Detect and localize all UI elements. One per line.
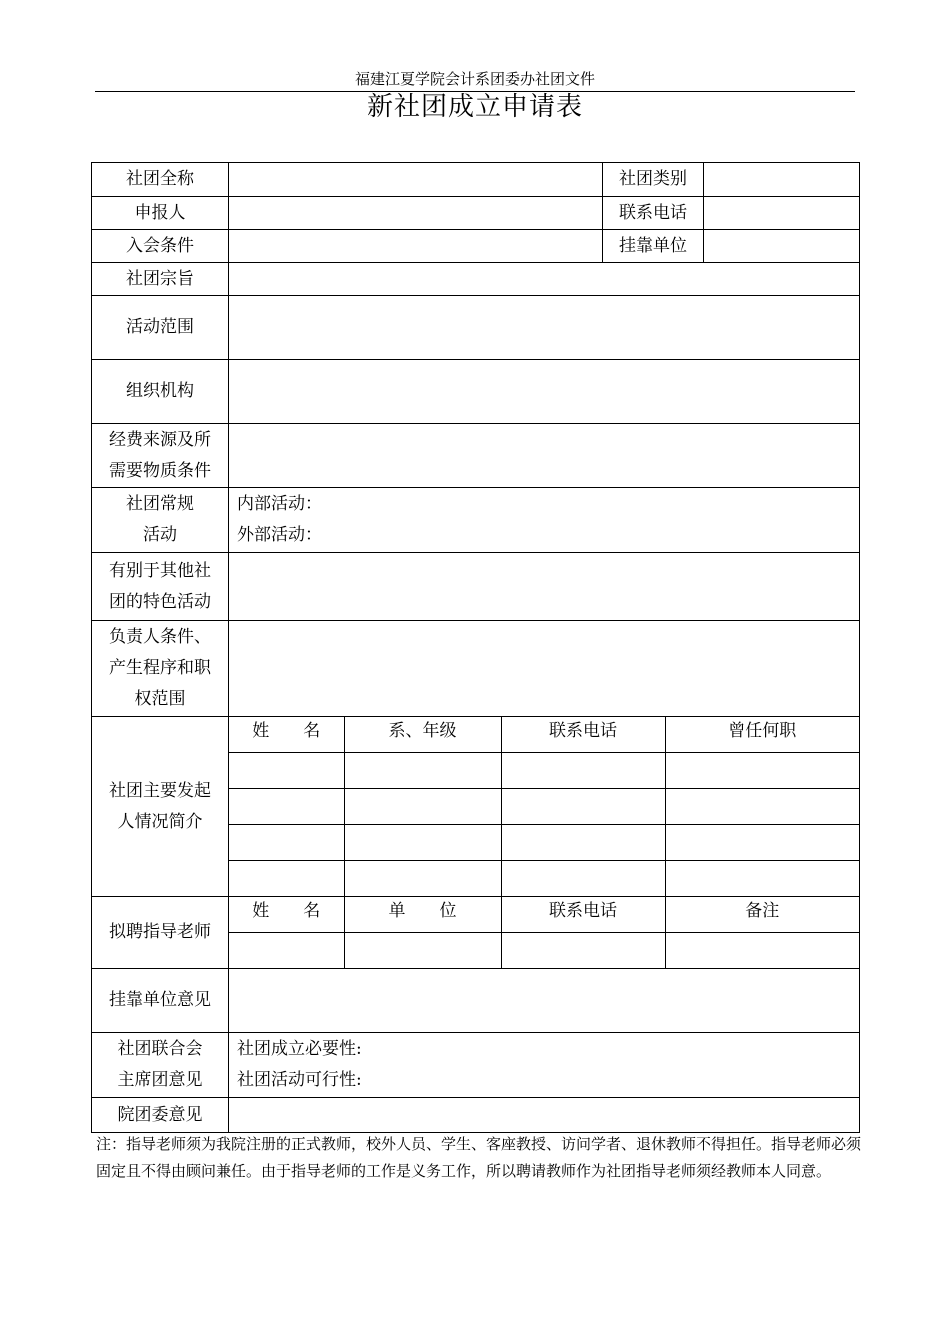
advisor-remarks-cell[interactable]: [665, 933, 859, 969]
table-row: [229, 933, 859, 969]
federation-opinion-line1: 社团联合会: [117, 1039, 203, 1059]
advisor-name-cell[interactable]: [229, 933, 344, 969]
founder-position-cell[interactable]: [665, 753, 859, 789]
leader-conditions-field[interactable]: [229, 621, 860, 717]
advisor-table-cell: [229, 897, 860, 969]
table-row: [229, 789, 859, 825]
founder-col-name: 姓 名: [229, 717, 344, 753]
internal-activities-label: 内部活动：: [237, 494, 322, 514]
table-row: [229, 825, 859, 861]
membership-label: 入会条件: [92, 230, 229, 263]
affiliated-unit-field[interactable]: [704, 230, 860, 263]
necessity-label: 社团成立必要性:: [237, 1039, 362, 1059]
organization-field[interactable]: [229, 360, 860, 424]
advisor-col-phone: 联系电话: [501, 897, 665, 933]
founder-name-cell[interactable]: [229, 861, 344, 897]
federation-opinion-field[interactable]: [229, 1033, 860, 1098]
footnote: 注：指导老师须为我院注册的正式教师，校外人员、学生、客座教授、访问学者、退休教师不得担任。指导老师必须固定且不得由顾问兼任。由于指导老师的工作是义务工作，所以聘请教师作为社团指导老师须经教师本人同意。: [96, 1135, 862, 1180]
contact-phone-label: 联系电话: [603, 197, 704, 230]
affiliated-unit-label: 挂靠单位: [603, 230, 704, 263]
founder-position-cell[interactable]: [665, 861, 859, 897]
club-category-field[interactable]: [704, 163, 860, 197]
regular-activities-field[interactable]: [229, 488, 860, 553]
regular-activities-line2: 活动: [143, 525, 177, 545]
document-header: 福建江夏学院会计系团委办社团文件: [354, 70, 595, 88]
founders-label-line1: 社团主要发起: [109, 780, 211, 801]
founder-dept-cell[interactable]: [344, 861, 501, 897]
special-activities-line2: 团的特色活动: [109, 591, 211, 612]
applicant-label: 申报人: [92, 197, 229, 230]
founder-dept-cell[interactable]: [344, 825, 501, 861]
application-form: [91, 162, 860, 1133]
founder-phone-cell[interactable]: [501, 861, 665, 897]
founder-col-dept: 系、年级: [344, 717, 501, 753]
funding-field[interactable]: [229, 424, 860, 488]
scope-label: 活动范围: [92, 296, 229, 360]
club-category-label: 社团类别: [603, 163, 704, 197]
funding-label-line2: 需要物质条件: [109, 460, 211, 481]
contact-phone-field[interactable]: [704, 197, 860, 230]
organization-label: 组织机构: [92, 360, 229, 424]
leader-conditions-label: [92, 621, 229, 717]
special-activities-label: [92, 553, 229, 621]
founder-phone-cell[interactable]: [501, 789, 665, 825]
table-row: [229, 753, 859, 789]
founders-label: [92, 717, 229, 897]
advisor-col-remarks: 备注: [665, 897, 859, 933]
advisor-table: [229, 897, 859, 968]
founder-col-phone: 联系电话: [501, 717, 665, 753]
advisor-label: 拟聘指导老师: [92, 897, 229, 969]
advisor-unit-cell[interactable]: [344, 933, 501, 969]
advisor-col-unit: 单 位: [344, 897, 501, 933]
purpose-field[interactable]: [229, 263, 860, 296]
founders-table-cell: [229, 717, 860, 897]
founder-position-cell[interactable]: [665, 789, 859, 825]
leader-conditions-line3: 权范围: [134, 689, 186, 709]
founder-dept-cell[interactable]: [344, 753, 501, 789]
founder-name-cell[interactable]: [229, 825, 344, 861]
regular-activities-label: [92, 488, 229, 553]
committee-opinion-field[interactable]: [229, 1098, 860, 1133]
advisor-phone-cell[interactable]: [501, 933, 665, 969]
applicant-field[interactable]: [229, 197, 603, 230]
founder-name-cell[interactable]: [229, 753, 344, 789]
founder-name-cell[interactable]: [229, 789, 344, 825]
feasibility-label: 社团活动可行性:: [237, 1070, 362, 1090]
founder-phone-cell[interactable]: [501, 825, 665, 861]
funding-label: [92, 424, 229, 488]
founder-phone-cell[interactable]: [501, 753, 665, 789]
founders-table: [229, 717, 859, 896]
committee-opinion-label: 院团委意见: [92, 1098, 229, 1133]
leader-conditions-line1: 负责人条件、: [109, 627, 211, 647]
regular-activities-line1: 社团常规: [126, 494, 194, 514]
special-activities-line1: 有别于其他社: [109, 560, 211, 581]
founder-col-position: 曾任何职: [665, 717, 859, 753]
funding-label-line1: 经费来源及所: [109, 429, 211, 450]
membership-field[interactable]: [229, 230, 603, 263]
purpose-label: 社团宗旨: [92, 263, 229, 296]
external-activities-label: 外部活动：: [237, 525, 322, 545]
scope-field[interactable]: [229, 296, 860, 360]
federation-opinion-label: [92, 1033, 229, 1098]
leader-conditions-line2: 产生程序和职: [109, 658, 211, 678]
founder-position-cell[interactable]: [665, 825, 859, 861]
federation-opinion-line2: 主席团意见: [117, 1070, 203, 1090]
founders-label-line2: 人情况简介: [117, 811, 203, 832]
table-row: [229, 861, 859, 897]
form-title: 新社团成立申请表: [366, 92, 583, 122]
founder-dept-cell[interactable]: [344, 789, 501, 825]
advisor-col-name: 姓 名: [229, 897, 344, 933]
special-activities-field[interactable]: [229, 553, 860, 621]
club-name-field[interactable]: [229, 163, 603, 197]
club-name-label: 社团全称: [92, 163, 229, 197]
unit-opinion-label: 挂靠单位意见: [92, 969, 229, 1033]
unit-opinion-field[interactable]: [229, 969, 860, 1033]
